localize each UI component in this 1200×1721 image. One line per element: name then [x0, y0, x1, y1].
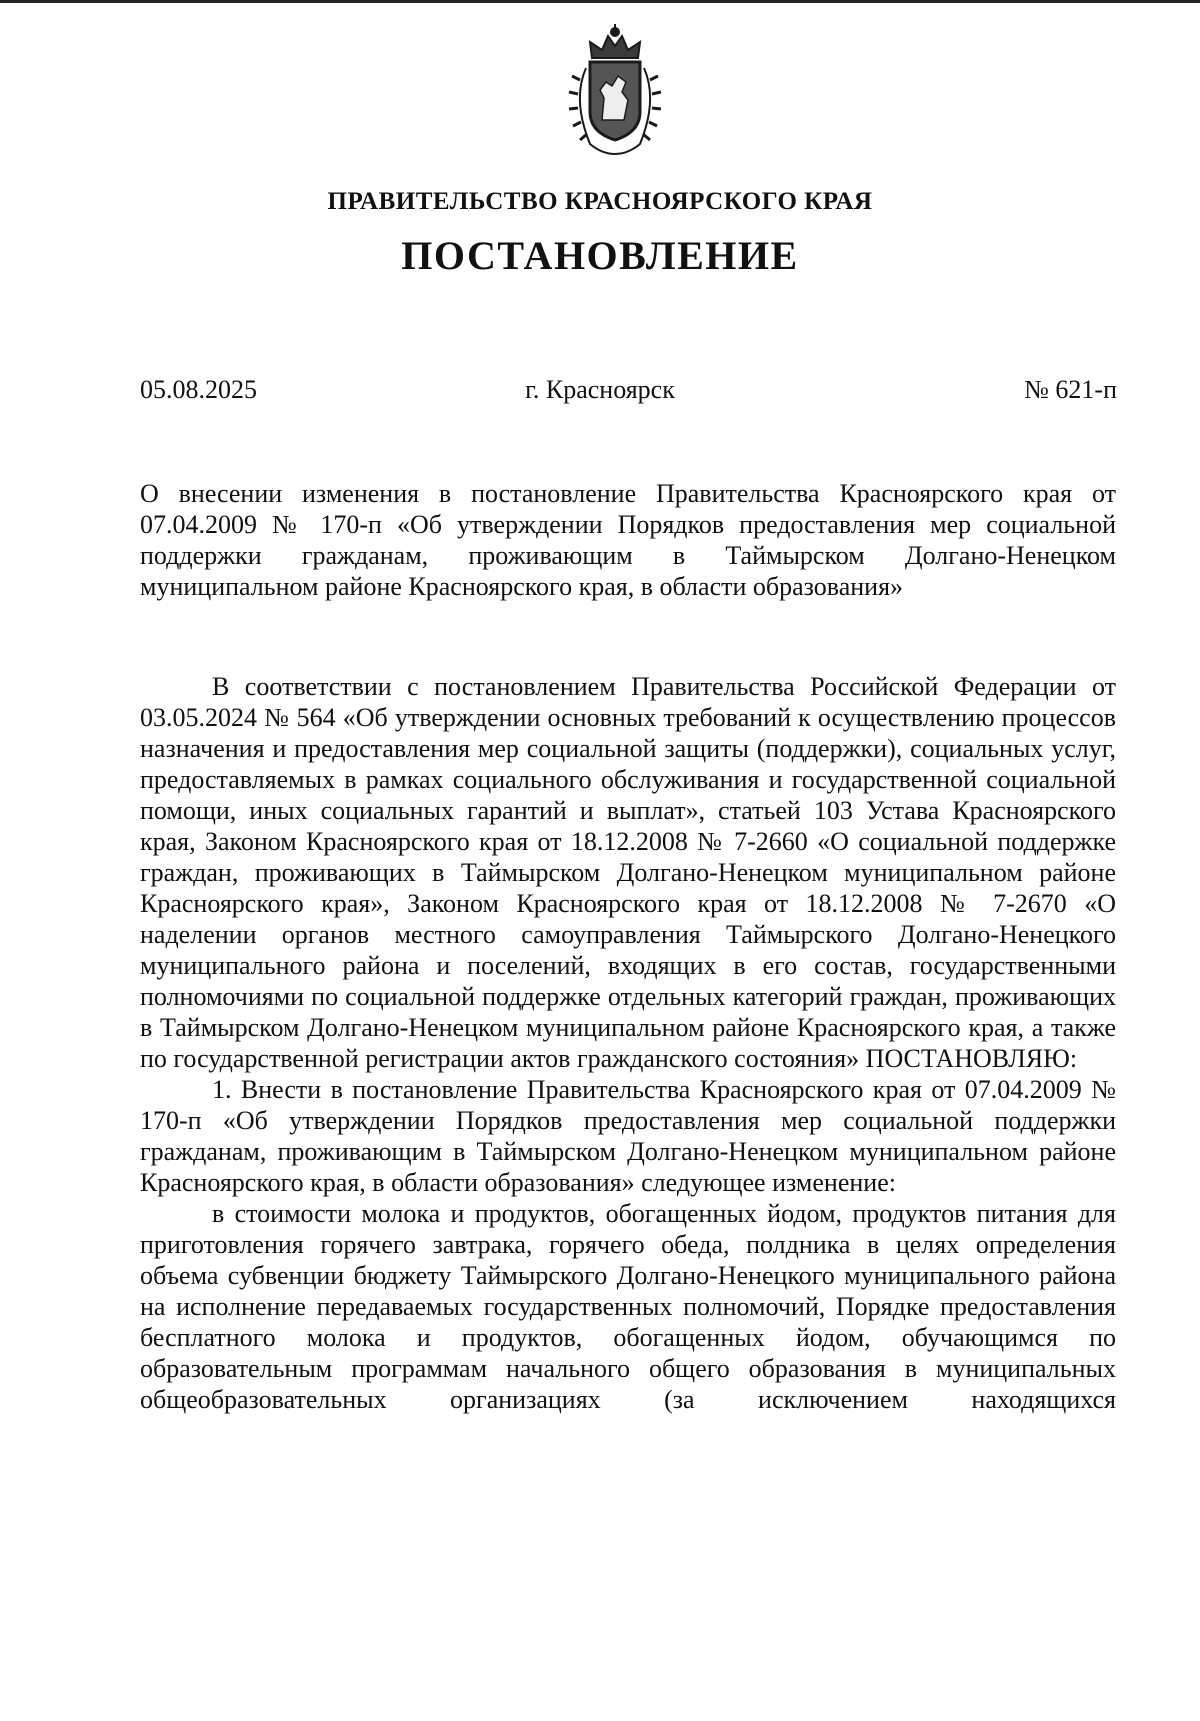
body-paragraph-item-1: 1. Внести в постановление Правительства Красноярского края от 07.04.2009 № 170-п «Об утверждении Порядков предоставления мер социальной поддержки гражданам, проживающим в Таймырском Долгано-Ненецком муниципальном районе Красноярского края, в области образования» следующее изменение: — [140, 1075, 1116, 1197]
document-title: О внесении изменения в постановление Правительства Красноярского края от 07.04.2009 № 170-п «Об утверждении Порядков предоставления мер социальной поддержки гражданам, проживающим в Таймырском Долгано-Ненецком муниципальном районе Красноярского края, в области образования» — [140, 479, 1116, 601]
government-name: ПРАВИТЕЛЬСТВО КРАСНОЯРСКОГО КРАЯ — [327, 188, 873, 215]
top-rule — [0, 0, 1200, 3]
body-paragraph-amendment: в стоимости молока и продуктов, обогащенных йодом, продуктов питания для приготовления горячего завтрака, горячего обеда, полдника в целях определения объема субвенции бюджету Таймырского Долгано-Ненецкого муниципального района на исполнение передаваемых государственных полномочий, Порядке предоставления бесплатного молока и продуктов, обогащенных йодом, обучающимся по образовательным программам начального общего образования в муниципальных общеобразовательных организациях (за исключением находящихся — [140, 1199, 1116, 1414]
document-city: г. Красноярск — [525, 375, 675, 404]
document-date: 05.08.2025 — [140, 375, 257, 404]
body-paragraph-preamble: В соответствии с постановлением Правительства Российской Федерации от 03.05.2024 № 564 «Об утверждении основных требований к осуществлению процессов назначения и предоставления мер социальной защиты (поддержки), социальных услуг, предоставляемых в рамках социального обслуживания и государственной социальной помощи, иных социальных гарантий и выплат», статьей 103 Устава Красноярского края, Законом Красноярского края от 18.12.2008 № 7-2660 «О социальной поддержке граждан, проживающих в Таймырском Долгано-Ненецком муниципальном районе Красноярского края», Законом Красноярского края от 18.12.2008 № 7-2670 «О наделении органов местного самоуправления Таймырского Долгано-Ненецкого муниципального района и поселений, входящих в его состав, государственными полномочиями по социальной поддержке отдельных категорий граждан, проживающих в Таймырском Долгано-Ненецком муниципальном районе Красноярского края, а также по государственной регистрации актов гражданского состояния» ПОСТАНОВЛЯЮ: — [140, 672, 1116, 1073]
document-type-heading: ПОСТАНОВЛЕНИЕ — [401, 233, 799, 278]
document-number: № 621-п — [1024, 375, 1117, 404]
document-body — [140, 671, 1116, 1415]
coat-of-arms-emblem — [560, 20, 670, 160]
